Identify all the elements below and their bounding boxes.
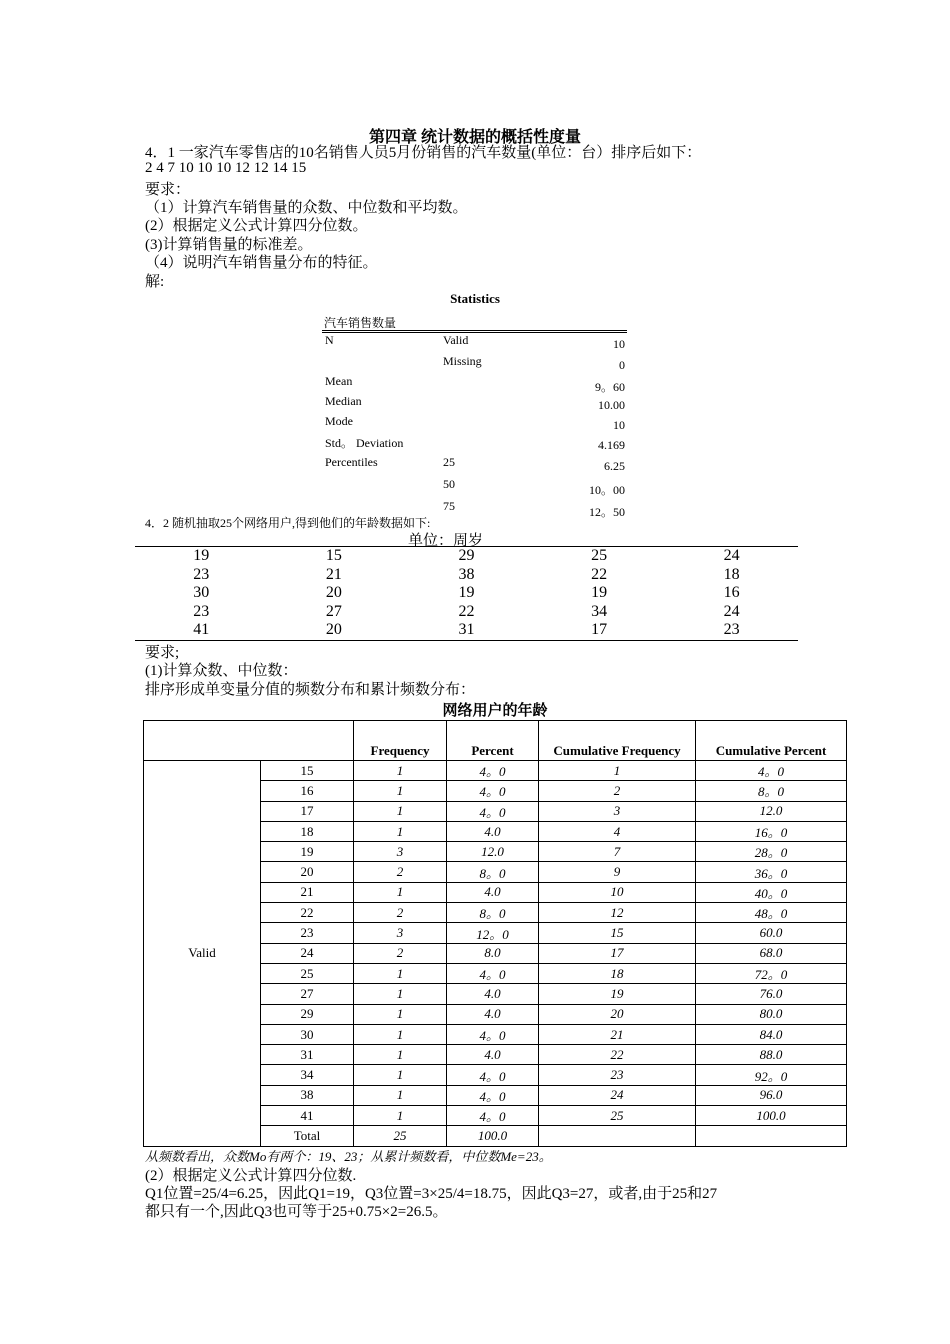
freq-cell: 3 (354, 842, 447, 862)
freq-cell: 4。0 (447, 1024, 539, 1044)
mode-median-note: 从频数看出，众数Mo有两个：19、23；从累计频数看，中位数Me=23。 (145, 1149, 552, 1164)
ages-row (135, 584, 798, 603)
freq-cell: 48。0 (696, 903, 847, 923)
stats-cell: 6.25 (604, 459, 625, 473)
freq-header-cumfreq: Cumulative Frequency (539, 721, 696, 761)
stats-cell: Median (325, 394, 362, 408)
age-cell: 23 (193, 602, 210, 620)
stats-cell: 75 (443, 499, 455, 513)
stats-row (322, 455, 627, 477)
freq-total-cell: 100.0 (447, 1126, 539, 1146)
age-cell: 23 (193, 565, 210, 583)
freq-cell: 4。0 (447, 1065, 539, 1085)
age-cell: 34 (591, 602, 608, 620)
q42-req: 要求; (145, 645, 180, 661)
freq-value: 16 (261, 781, 354, 801)
freq-value: 29 (261, 1004, 354, 1024)
freq-cell: 4.0 (447, 984, 539, 1004)
stats-cell: Mode (325, 414, 353, 428)
stats-cell: 4.169 (598, 438, 625, 452)
stats-cell: Mean (325, 374, 353, 388)
age-cell: 27 (325, 602, 342, 620)
frequency-table (143, 720, 847, 1147)
freq-cell: 12。0 (447, 923, 539, 943)
freq-value: 31 (261, 1045, 354, 1065)
freq-cell: 4。0 (447, 1085, 539, 1105)
ages-row (135, 621, 798, 640)
freq-cell: 7 (539, 842, 696, 862)
stats-cell: 10.00 (598, 398, 625, 412)
freq-header-cumpct: Cumulative Percent (696, 721, 847, 761)
age-cell: 31 (458, 621, 475, 638)
stats-cell: Std。 Deviation (325, 436, 404, 450)
freq-header-blank (144, 721, 354, 761)
q42-r2: 排序形成单变量分值的频数分布和累计频数分布： (145, 682, 476, 698)
freq-cell: 3 (354, 923, 447, 943)
freq-cell: 4 (539, 821, 696, 841)
freq-cell: 4.0 (447, 821, 539, 841)
freq-cell: 60.0 (696, 923, 847, 943)
freq-value: 41 (261, 1106, 354, 1126)
stats-cell: 25 (443, 455, 455, 469)
freq-cell: 1 (354, 882, 447, 902)
freq-cell: 3 (539, 801, 696, 821)
freq-value: 24 (261, 943, 354, 963)
freq-cell: 12 (539, 903, 696, 923)
freq-cell: 12.0 (447, 842, 539, 862)
freq-cell: 1 (354, 1045, 447, 1065)
age-cell: 19 (591, 584, 608, 601)
freq-cell: 4。0 (447, 1106, 539, 1126)
stats-row (322, 434, 627, 455)
freq-cell: 18 (539, 963, 696, 983)
stats-title: Statistics (450, 291, 500, 306)
freq-cell: 8。0 (696, 781, 847, 801)
stats-cell: 0 (619, 358, 625, 372)
freq-cell: 2 (354, 903, 447, 923)
freq-cell: 100.0 (696, 1106, 847, 1126)
age-cell: 19 (458, 584, 475, 601)
chapter-title: 第四章 统计数据的概括性度量 (368, 129, 581, 146)
freq-cell: 12.0 (696, 801, 847, 821)
stats-row (322, 354, 627, 374)
stats-variable: 汽车销售数量 (322, 316, 627, 333)
freq-cell: 22 (539, 1045, 696, 1065)
quartile-line1: Q1位置=25/4=6.25，因此Q1=19，Q3位置=3×25/4=18.75，因此Q3=27，或者,由于25和27 (145, 1186, 718, 1202)
freq-cell: 1 (354, 984, 447, 1004)
freq-value: 19 (261, 842, 354, 862)
freq-cell: 1 (354, 761, 447, 781)
stats-cell: Valid (443, 333, 469, 347)
age-cell: 19 (193, 547, 210, 564)
freq-cell: 4。0 (447, 963, 539, 983)
freq-cell: 1 (539, 761, 696, 781)
freq-cell: 68.0 (696, 943, 847, 963)
ages-row (135, 603, 798, 622)
age-cell: 25 (591, 547, 608, 564)
ages-row (135, 547, 798, 566)
freq-cell: 17 (539, 943, 696, 963)
freq-value: 15 (261, 761, 354, 781)
freq-value: 20 (261, 862, 354, 882)
freq-cell: 8。0 (447, 903, 539, 923)
freq-cell: 4.0 (447, 1045, 539, 1065)
freq-cell: 4。0 (447, 781, 539, 801)
age-cell: 24 (723, 547, 740, 564)
freq-value: 30 (261, 1024, 354, 1044)
freq-cell: 80.0 (696, 1004, 847, 1024)
stats-row (322, 374, 627, 394)
freq-value: 38 (261, 1085, 354, 1105)
age-cell: 30 (193, 584, 210, 601)
freq-value: 17 (261, 801, 354, 821)
freq-cell: 2 (539, 781, 696, 801)
freq-cell: 19 (539, 984, 696, 1004)
stats-row (322, 414, 627, 434)
freq-row (144, 761, 847, 781)
q42-r1: (1)计算众数、中位数： (145, 663, 298, 679)
freq-cell: 36。0 (696, 862, 847, 882)
stats-row (322, 333, 627, 354)
freq-cell: 10 (539, 882, 696, 902)
freq-total-empty (696, 1126, 847, 1146)
freq-cell: 84.0 (696, 1024, 847, 1044)
q41-r2: (2）根据定义公式计算四分位数。 (145, 218, 368, 234)
stats-cell: N (325, 333, 334, 347)
age-cell: 16 (723, 584, 740, 601)
stats-cell: 10。00 (588, 483, 625, 497)
freq-cell: 1 (354, 821, 447, 841)
age-cell: 17 (591, 621, 608, 638)
age-cell: 38 (458, 565, 475, 583)
freq-cell: 8.0 (447, 943, 539, 963)
age-cell: 24 (723, 602, 740, 620)
freq-total-label: Total (261, 1126, 354, 1146)
freq-cell: 25 (539, 1106, 696, 1126)
freq-value: 22 (261, 903, 354, 923)
freq-total-cell: 25 (354, 1126, 447, 1146)
age-cell: 23 (723, 621, 740, 638)
freq-cell: 1 (354, 1065, 447, 1085)
freq-group-label: Valid (144, 761, 261, 1147)
statistics-table (322, 316, 627, 519)
freq-cell: 4。0 (447, 801, 539, 821)
q42-unit: 单位：周岁 (408, 533, 484, 549)
freq-total-empty (539, 1126, 696, 1146)
freq-cell: 4.0 (447, 882, 539, 902)
freq-cell: 2 (354, 862, 447, 882)
freq-table-title: 网络用户的年龄 (442, 703, 548, 719)
freq-cell: 88.0 (696, 1045, 847, 1065)
stats-row (322, 394, 627, 414)
freq-cell: 92。0 (696, 1065, 847, 1085)
age-cell: 29 (458, 547, 475, 564)
freq-header-frequency: Frequency (354, 721, 447, 761)
freq-cell: 1 (354, 1085, 447, 1105)
q42-line1: 4．2 随机抽取25个网络用户,得到他们的年龄数据如下: (145, 516, 431, 530)
q41-r1: （1）计算汽车销售量的众数、中位数和平均数。 (145, 200, 468, 216)
age-cell: 18 (723, 565, 740, 583)
freq-cell: 15 (539, 923, 696, 943)
quartile-line2: 都只有一个,因此Q3也可等于25+0.75×2=26.5。 (145, 1204, 448, 1220)
freq-cell: 4。0 (696, 761, 847, 781)
stats-cell: Percentiles (325, 455, 378, 469)
q41-r4: （4）说明汽车销售量分布的特征。 (145, 255, 378, 271)
freq-cell: 1 (354, 1024, 447, 1044)
age-cell: 21 (325, 565, 342, 583)
freq-cell: 96.0 (696, 1085, 847, 1105)
stats-cell: 9。60 (594, 380, 625, 394)
freq-value: 23 (261, 923, 354, 943)
freq-cell: 1 (354, 1106, 447, 1126)
freq-cell: 1 (354, 781, 447, 801)
freq-cell: 1 (354, 1004, 447, 1024)
q42-part2: (2）根据定义公式计算四分位数. (145, 1168, 357, 1184)
stats-cell: Missing (443, 354, 482, 368)
freq-cell: 23 (539, 1065, 696, 1085)
freq-cell: 9 (539, 862, 696, 882)
q41-line1: 4．1 一家汽车零售店的10名销售人员5月份销售的汽车数量(单位：台）排序后如下： (145, 145, 702, 161)
age-cell: 22 (591, 565, 608, 583)
freq-cell: 20 (539, 1004, 696, 1024)
freq-cell: 4.0 (447, 1004, 539, 1024)
freq-value: 21 (261, 882, 354, 902)
freq-cell: 16。0 (696, 821, 847, 841)
freq-value: 25 (261, 963, 354, 983)
age-cell: 20 (325, 584, 342, 601)
freq-value: 18 (261, 821, 354, 841)
q41-r3: (3)计算销售量的标准差。 (145, 237, 313, 253)
freq-cell: 4。0 (447, 761, 539, 781)
q41-solution: 解: (145, 274, 165, 290)
freq-cell: 28。0 (696, 842, 847, 862)
freq-cell: 72。0 (696, 963, 847, 983)
ages-table (135, 546, 798, 641)
q41-req: 要求： (145, 182, 191, 198)
age-cell: 22 (458, 602, 475, 620)
freq-cell: 76.0 (696, 984, 847, 1004)
age-cell: 20 (325, 621, 342, 638)
stats-cell: 10 (613, 418, 625, 432)
freq-cell: 21 (539, 1024, 696, 1044)
age-cell: 15 (325, 547, 342, 564)
freq-cell: 24 (539, 1085, 696, 1105)
stats-cell: 50 (443, 477, 455, 491)
freq-cell: 1 (354, 801, 447, 821)
freq-header-percent: Percent (447, 721, 539, 761)
freq-cell: 1 (354, 963, 447, 983)
stats-row (322, 477, 627, 499)
freq-value: 27 (261, 984, 354, 1004)
freq-cell: 8。0 (447, 862, 539, 882)
stats-cell: 12。50 (588, 505, 625, 519)
q41-data: 2 4 7 10 10 10 12 12 14 15 (145, 160, 307, 176)
freq-value: 34 (261, 1065, 354, 1085)
freq-cell: 2 (354, 943, 447, 963)
freq-cell: 40。0 (696, 882, 847, 902)
age-cell: 41 (193, 621, 210, 638)
ages-row (135, 566, 798, 585)
stats-cell: 10 (613, 337, 625, 351)
